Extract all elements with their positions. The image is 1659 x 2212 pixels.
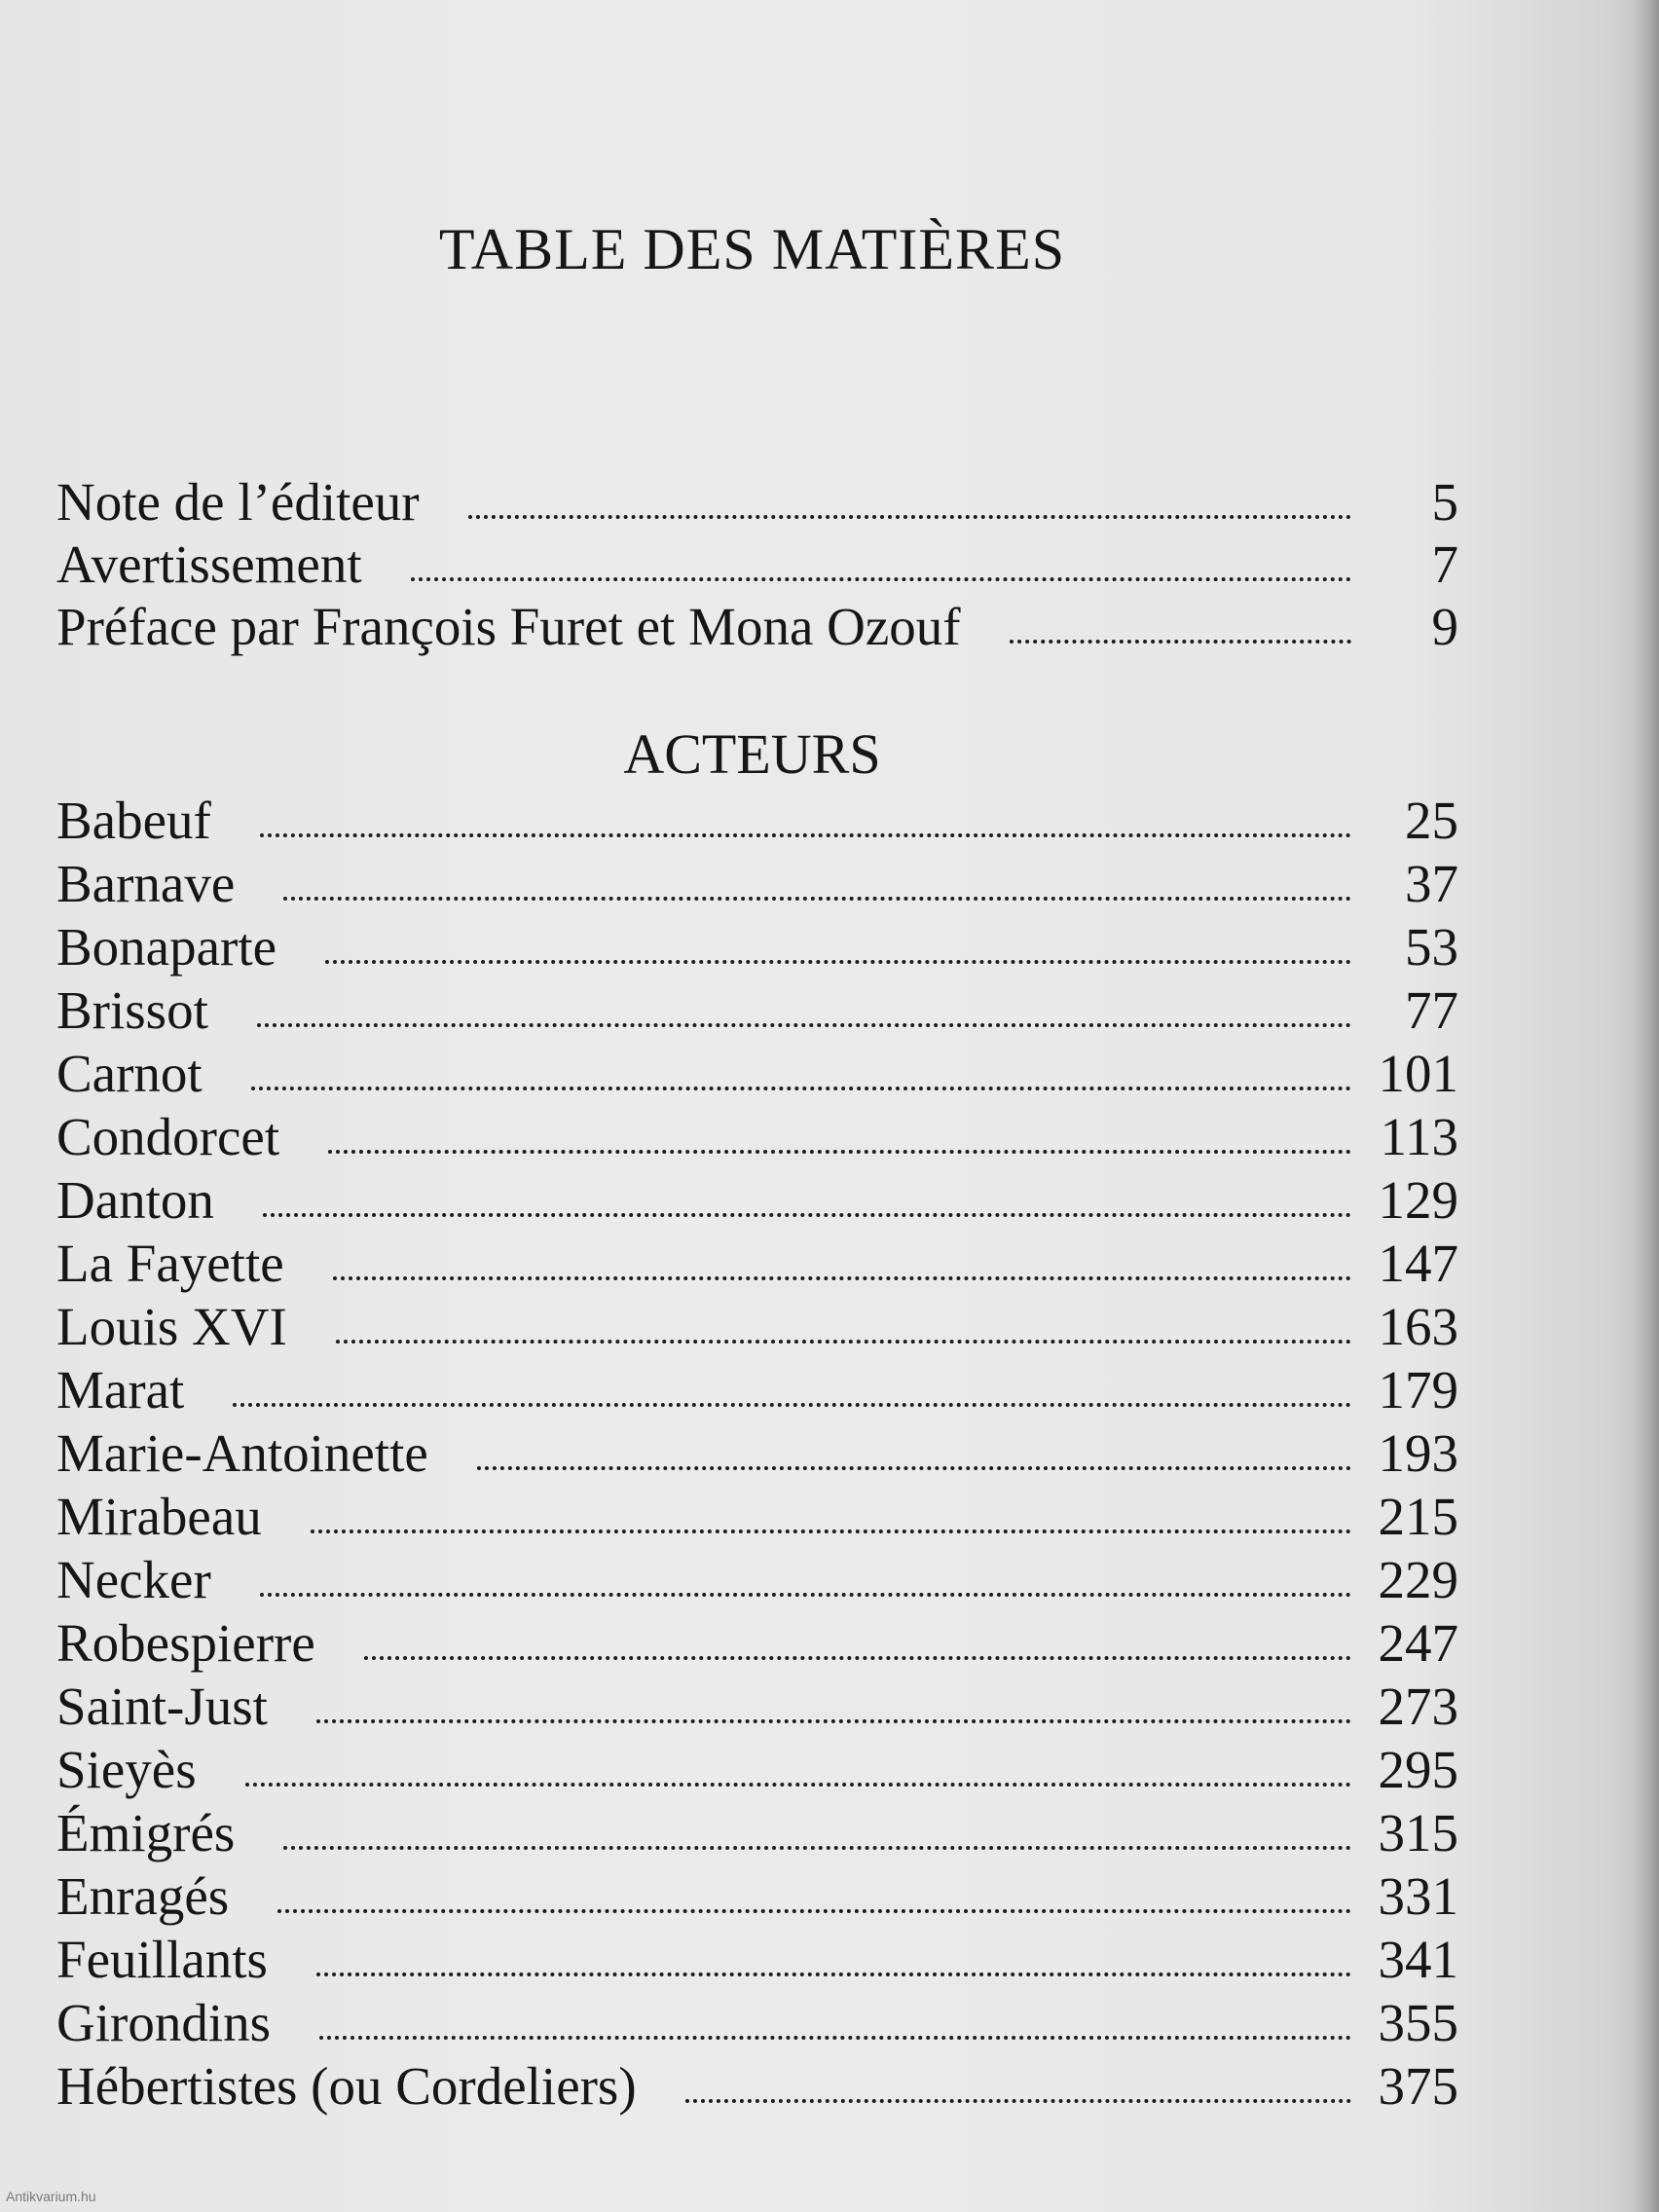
dot-leader <box>319 2035 1351 2040</box>
entry-label: Barnave <box>56 854 236 913</box>
entry-page-number: 331 <box>1378 1866 1458 1926</box>
entry-label: Mirabeau <box>56 1487 262 1546</box>
entry-page-number: 147 <box>1378 1234 1458 1293</box>
dot-leader <box>411 576 1351 581</box>
watermark: Antikvarium.hu <box>6 2189 96 2204</box>
entry-page-number: 113 <box>1380 1107 1458 1166</box>
toc-entry <box>56 1232 1458 1295</box>
dot-leader <box>477 1465 1351 1470</box>
toc-entry <box>56 1991 1458 2054</box>
entry-page-number: 355 <box>1378 1993 1458 2052</box>
entry-label: Avertissement <box>56 535 362 594</box>
toc-entry <box>56 1421 1458 1485</box>
dot-leader <box>364 1655 1351 1660</box>
toc-entry <box>56 1864 1458 1928</box>
entry-page-number: 7 <box>1431 535 1458 594</box>
entry-label: Danton <box>56 1170 214 1230</box>
entry-label: Carnot <box>56 1044 203 1103</box>
dot-leader <box>257 1022 1351 1027</box>
dot-leader <box>277 1908 1351 1913</box>
toc-entry <box>56 1485 1458 1548</box>
entry-page-number: 101 <box>1378 1044 1458 1103</box>
dot-leader <box>336 1339 1351 1344</box>
page-edge-shadow <box>1634 0 1659 2212</box>
front-matter-list <box>56 471 1458 658</box>
entry-page-number: 295 <box>1378 1740 1458 1799</box>
entry-page-number: 229 <box>1378 1550 1458 1609</box>
dot-leader <box>328 1149 1351 1154</box>
dot-leader <box>263 1212 1351 1217</box>
entry-page-number: 215 <box>1378 1487 1458 1546</box>
entry-label: Robespierre <box>56 1613 315 1673</box>
toc-entry <box>56 1675 1458 1738</box>
entry-page-number: 341 <box>1378 1930 1458 1989</box>
entry-label: Babeuf <box>56 791 211 850</box>
entry-label: Condorcet <box>56 1107 280 1166</box>
entry-label: Sieyès <box>56 1740 197 1799</box>
toc-entry <box>56 1042 1458 1105</box>
entry-label: Préface par François Furet et Mona Ozouf <box>56 597 961 656</box>
toc-entry <box>56 1738 1458 1801</box>
toc-entry <box>56 1611 1458 1675</box>
toc-entry <box>56 915 1458 978</box>
entry-page-number: 179 <box>1378 1360 1458 1419</box>
dot-leader <box>311 1529 1351 1533</box>
toc-entry <box>56 1358 1458 1421</box>
entry-page-number: 273 <box>1378 1677 1458 1736</box>
entry-page-number: 163 <box>1378 1297 1458 1356</box>
entry-label: Marat <box>56 1360 185 1419</box>
section-title: ACTEURS <box>623 722 881 786</box>
toc-entry <box>56 978 1458 1042</box>
dot-leader <box>283 896 1351 901</box>
dot-leader <box>468 514 1351 519</box>
entry-label: Marie-Antoinette <box>56 1423 428 1483</box>
page-title: TABLE DES MATIÈRES <box>438 217 1066 281</box>
toc-entry <box>56 852 1458 915</box>
entry-page-number: 9 <box>1431 597 1458 656</box>
entry-label: Note de l’éditeur <box>56 472 420 532</box>
dot-leader <box>251 1086 1351 1090</box>
toc-entry <box>56 1295 1458 1358</box>
entry-label: Hébertistes (ou Cordeliers) <box>56 2056 637 2116</box>
entry-page-number: 77 <box>1405 980 1458 1040</box>
toc-entry <box>56 1928 1458 1991</box>
entry-page-number: 129 <box>1378 1170 1458 1230</box>
entry-page-number: 315 <box>1378 1803 1458 1862</box>
entry-page-number: 193 <box>1378 1423 1458 1483</box>
entry-label: Girondins <box>56 1993 271 2052</box>
entry-label: Louis XVI <box>56 1297 287 1356</box>
dot-leader <box>283 1845 1351 1850</box>
toc-entry <box>56 1548 1458 1611</box>
entry-label: Brissot <box>56 980 208 1040</box>
entry-label: Émigrés <box>56 1803 236 1862</box>
toc-entry <box>56 534 1458 596</box>
dot-leader <box>260 1592 1351 1597</box>
dot-leader <box>316 1972 1351 1976</box>
actors-list <box>56 789 1458 2118</box>
entry-page-number: 53 <box>1405 917 1458 977</box>
dot-leader <box>245 1782 1351 1787</box>
dot-leader <box>1010 639 1351 644</box>
toc-entry <box>56 471 1458 534</box>
dot-leader <box>325 959 1351 964</box>
entry-page-number: 5 <box>1431 472 1458 532</box>
dot-leader <box>260 832 1351 837</box>
dot-leader <box>316 1718 1351 1723</box>
toc-entry <box>56 1105 1458 1168</box>
dot-leader <box>233 1402 1351 1407</box>
entry-page-number: 375 <box>1378 2056 1458 2116</box>
toc-entry <box>56 596 1458 658</box>
entry-label: Saint-Just <box>56 1677 268 1736</box>
entry-label: La Fayette <box>56 1234 284 1293</box>
entry-label: Necker <box>56 1550 211 1609</box>
entry-page-number: 25 <box>1405 791 1458 850</box>
dot-leader <box>333 1275 1351 1280</box>
entry-label: Bonaparte <box>56 917 277 977</box>
toc-entry <box>56 1801 1458 1864</box>
entry-label: Feuillants <box>56 1930 268 1989</box>
entry-page-number: 247 <box>1378 1613 1458 1673</box>
toc-entry <box>56 789 1458 852</box>
entry-label: Enragés <box>56 1866 230 1926</box>
dot-leader <box>685 2098 1351 2103</box>
toc-entry <box>56 1168 1458 1232</box>
toc-entry <box>56 2054 1458 2118</box>
entry-page-number: 37 <box>1405 854 1458 913</box>
